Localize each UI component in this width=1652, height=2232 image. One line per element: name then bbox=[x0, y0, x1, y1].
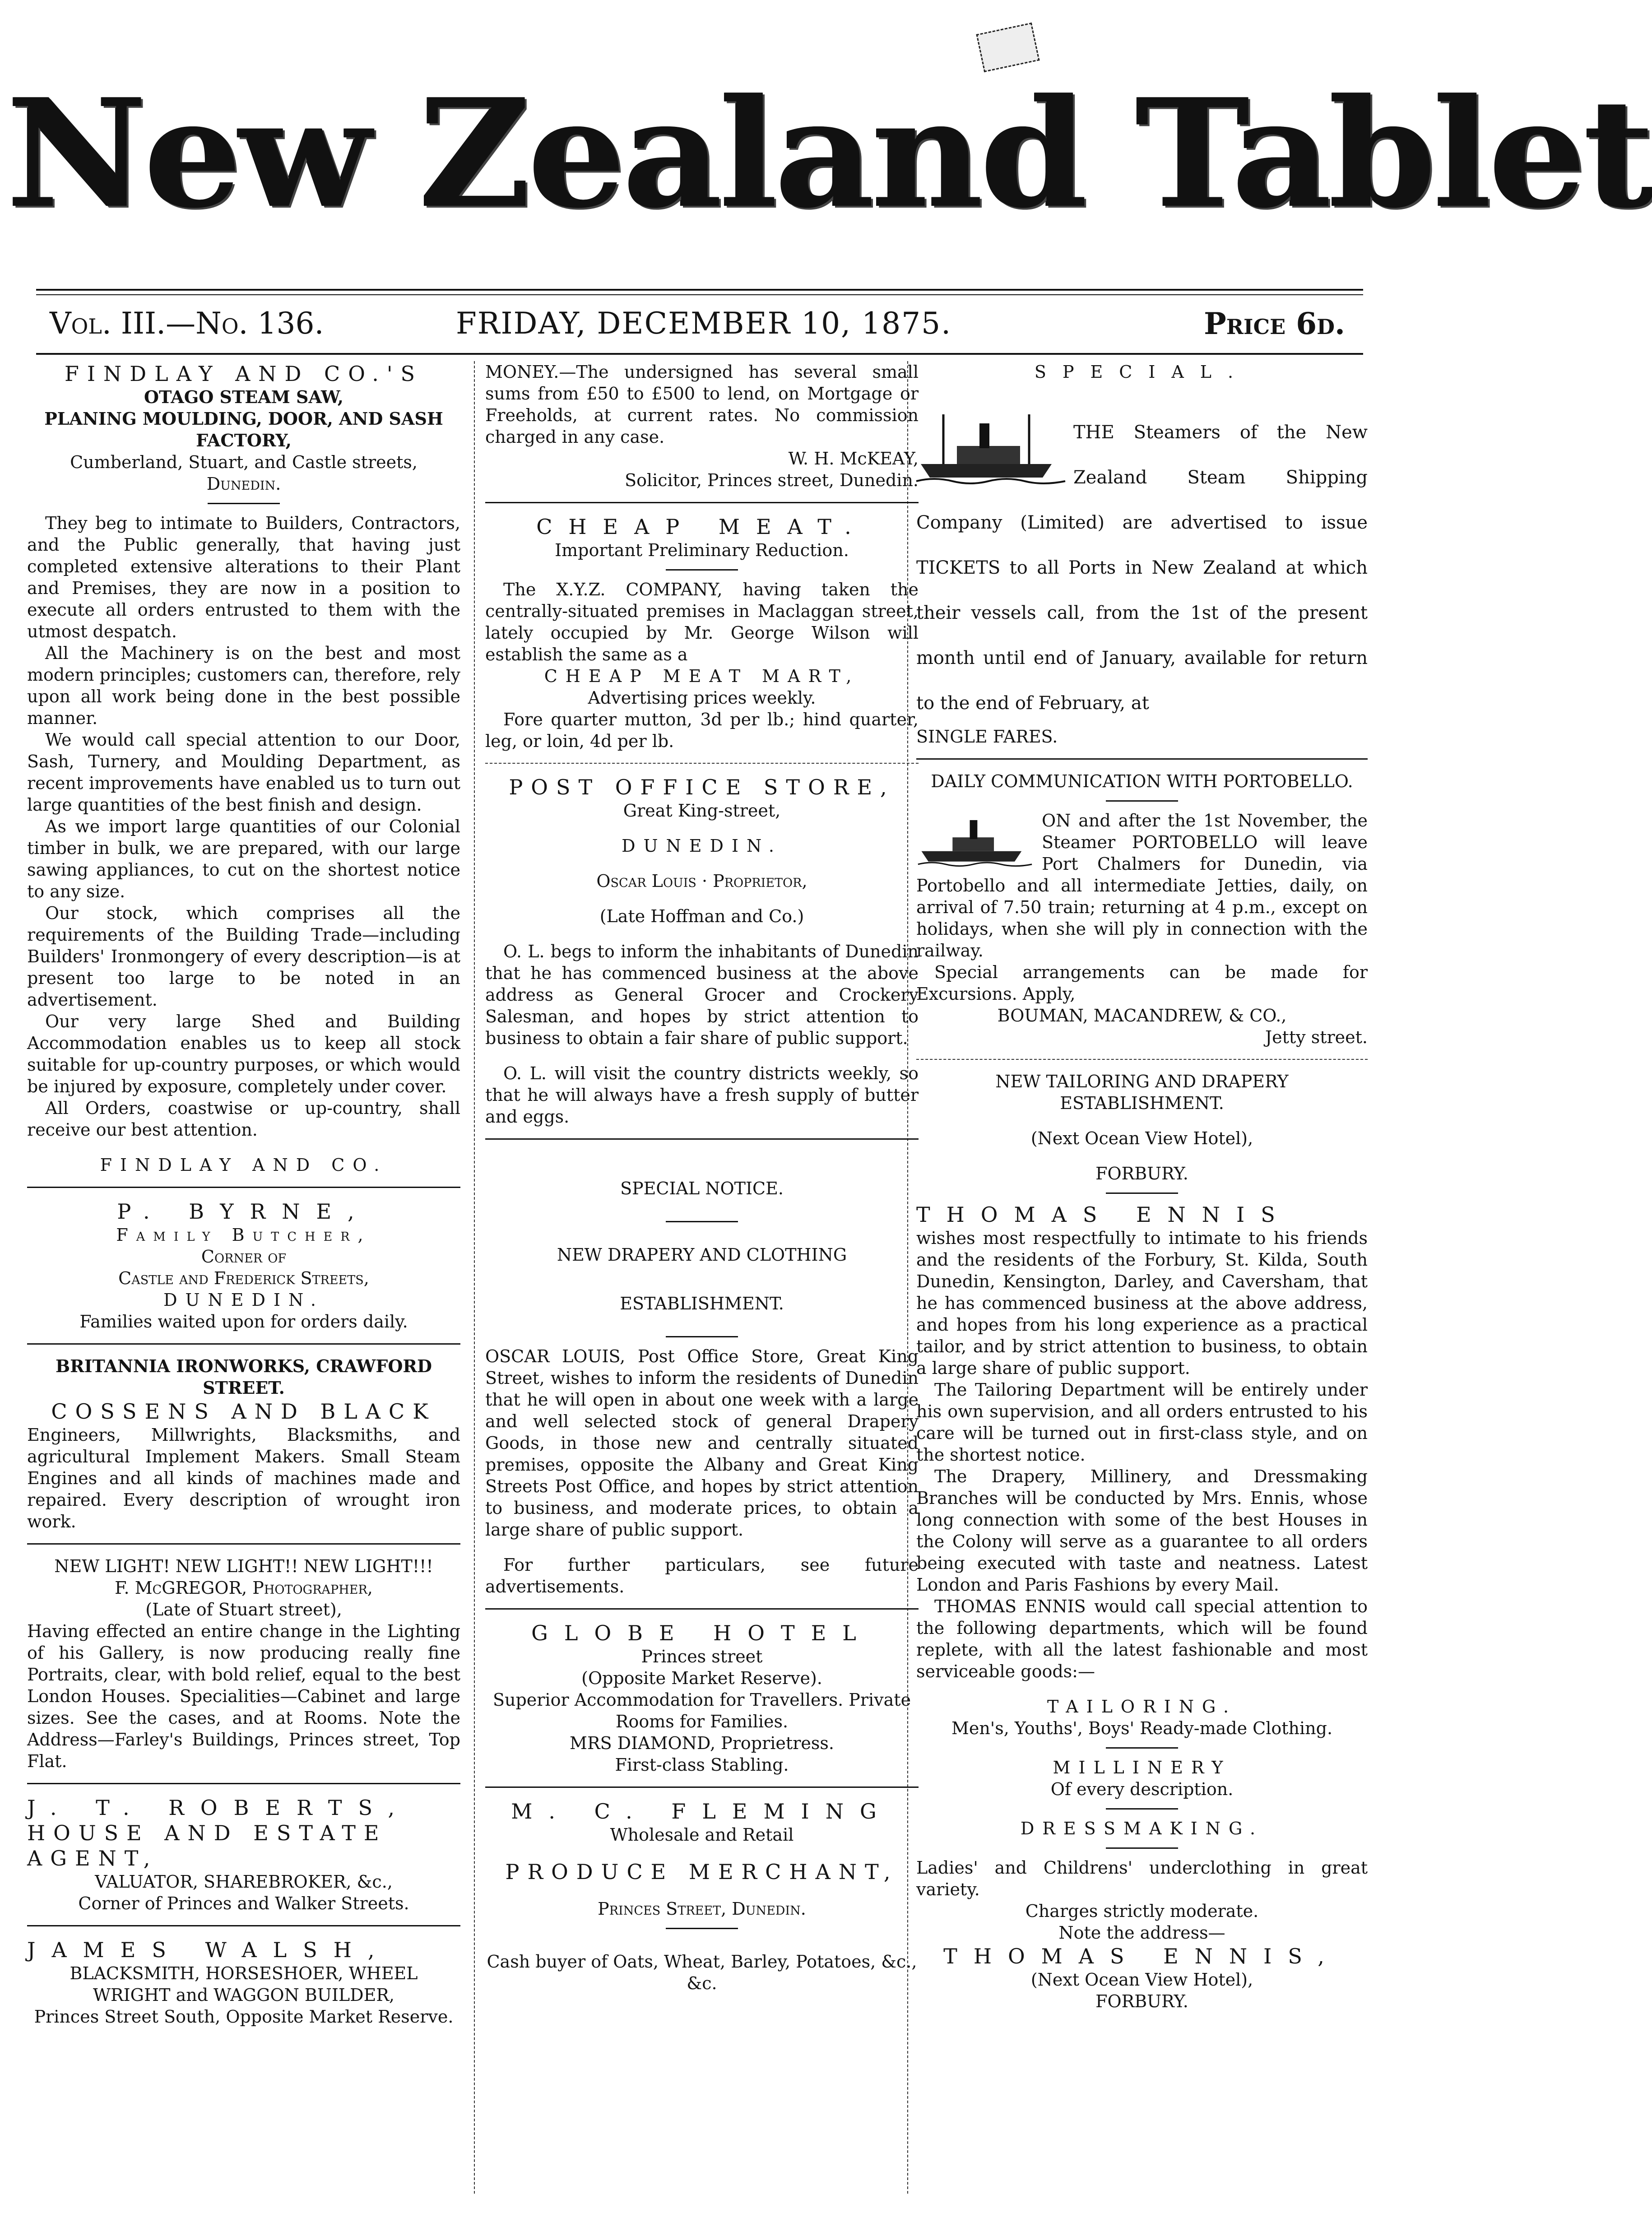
drapery-more: For further particulars, see future advertisements. bbox=[485, 1555, 919, 1596]
ennis-signature: THOMAS ENNIS, bbox=[943, 1944, 1341, 1968]
address-note: Note the address— bbox=[1058, 1923, 1225, 1943]
masthead bbox=[7, 27, 1652, 280]
fleming-trade: Wholesale and Retail bbox=[610, 1825, 794, 1845]
globe-heading: GLOBE HOTEL bbox=[531, 1621, 872, 1645]
ennis-forbury: FORBURY. bbox=[1095, 1164, 1188, 1183]
steam-single-fares: SINGLE FARES. bbox=[916, 727, 1058, 747]
globe-opposite: (Opposite Market Reserve). bbox=[581, 1668, 822, 1688]
rule bbox=[1106, 800, 1178, 802]
byrne-trade: Family Butcher, bbox=[116, 1225, 371, 1245]
column-2 bbox=[485, 361, 919, 2194]
light-body: Having effected an entire change in the Lighting of his Gallery, is now producing really fine Portraits, clear, with bold relief, equal to the best London Houses. Specialities—Cabinet and large sizes. See the cases, and at Rooms. Note the Address—Farley's Buildings, Princes street, Top Flat. bbox=[27, 1621, 460, 1771]
meat-mart: CHEAP MEAT MART, bbox=[544, 666, 860, 686]
britannia-name: COSSENS AND BLACK bbox=[51, 1399, 436, 1424]
issue-date: FRIDAY, DECEMBER 10, 1875. bbox=[456, 306, 952, 341]
special-notice: SPECIAL NOTICE. bbox=[620, 1179, 784, 1198]
findlay-paragraph: Our stock, which comprises all the requirements of the Building Trade—including Builders' Ironmongery of every description—is at present too large to be noted in an advertisement. bbox=[27, 903, 460, 1010]
findlay-city: Dunedin. bbox=[206, 474, 281, 494]
fleming-address: Princes Street, Dunedin. bbox=[598, 1899, 806, 1919]
findlay-paragraph: We would call special attention to our Door, Sash, Turnery, and Moulding Department, as recent improvements have enabled us to turn out large quantities of the best finish and design. bbox=[27, 730, 460, 815]
byrne-corner: Corner of bbox=[201, 1247, 287, 1267]
byrne-name: P. BYRNE, bbox=[117, 1199, 371, 1224]
walsh-name: JAMES WALSH, bbox=[27, 1938, 391, 1962]
meat-heading: CHEAP MEAT. bbox=[536, 515, 868, 539]
fleming-produce: PRODUCE MERCHANT, bbox=[505, 1860, 899, 1884]
column-1 bbox=[27, 361, 460, 2194]
charges-note: Charges strictly moderate. bbox=[1025, 1901, 1259, 1921]
britannia-heading: BRITANNIA IRONWORKS, CRAWFORD STREET. bbox=[56, 1356, 432, 1398]
special-heading: SPECIAL. bbox=[1034, 362, 1250, 382]
ennis-paragraph: wishes most respectfully to intimate to his friends and the residents of the Forbury, St. Kilda, South Dunedin, Kensington, Darley, and Caversham, that he has commenced business at the above address, and hopes from his long experience as a practical tailor, and by strict attention to business, to obtain a large share of public support. bbox=[916, 1228, 1368, 1378]
column-separator-1 bbox=[474, 361, 475, 2194]
rule bbox=[666, 1221, 738, 1222]
post-office-body2: O. L. will visit the country districts weekly, so that he will always have a fresh supply of butter and eggs. bbox=[485, 1063, 919, 1127]
rule bbox=[1106, 1193, 1178, 1194]
rule bbox=[485, 1138, 919, 1140]
findlay-name: FINDLAY AND CO.'S bbox=[64, 362, 423, 386]
header-rule-bottom bbox=[36, 353, 1363, 355]
post-office-body: O. L. begs to inform the inhabitants of Dunedin that he has commenced business at the above address as General Grocer and Crockery Salesman, and hopes by strict attention to business to obtain a fair share of public support. bbox=[485, 942, 919, 1048]
portobello-body: ON and after the 1st November, the Steamer PORTOBELLO will leave Port Chalmers for Dunedin, via Portobello and all intermediate Jetties, daily, on arrival of 7.50 train; returning at 4 p.m., except on holidays, when she will ply in connection with the railway. bbox=[916, 811, 1368, 961]
rule bbox=[666, 1928, 738, 1929]
ennis-paragraph: The Tailoring Department will be entirely under his own supervision, and all orders entrusted to his care will be turned out in first-class style, and on the shortest notice. bbox=[916, 1380, 1368, 1465]
meat-prices: Fore quarter mutton, 3d per lb.; hind quarter, leg, or loin, 4d per lb. bbox=[485, 710, 919, 751]
light-heading: NEW LIGHT! NEW LIGHT!! NEW LIGHT!!! bbox=[54, 1556, 433, 1576]
ennis-paragraph: THOMAS ENNIS would call special attention to the following departments, which will be found replete, with all the latest fashionable and most serviceable goods:— bbox=[916, 1596, 1368, 1681]
globe-stabling: First-class Stabling. bbox=[615, 1755, 789, 1775]
header-rule-top-thin bbox=[36, 294, 1363, 295]
rule bbox=[916, 758, 1368, 760]
walsh-trade2: WRIGHT and WAGGON BUILDER, bbox=[93, 1985, 395, 2005]
tailoring-sub: Men's, Youths', Boys' Ready-made Clothing. bbox=[951, 1718, 1333, 1738]
rule bbox=[485, 1787, 919, 1788]
globe-street: Princes street bbox=[641, 1647, 763, 1666]
post-office-late: (Late Hoffman and Co.) bbox=[599, 906, 804, 926]
portobello-heading: DAILY COMMUNICATION WITH PORTOBELLO. bbox=[931, 771, 1353, 791]
rule bbox=[485, 502, 919, 503]
millinery-sub: Of every description. bbox=[1050, 1779, 1234, 1799]
portobello-signature: BOUMAN, MACANDREW, & CO., bbox=[997, 1006, 1287, 1026]
findlay-mill: OTAGO STEAM SAW, bbox=[144, 387, 344, 407]
masthead-title: New Zealand Tablet bbox=[7, 66, 1652, 241]
ennis-heading: NEW TAILORING AND DRAPERY ESTABLISHMENT. bbox=[995, 1072, 1289, 1113]
steamer-icon bbox=[916, 810, 1034, 868]
meat-subheading: Important Preliminary Reduction. bbox=[555, 540, 849, 560]
dressmaking-heading: DRESSMAKING. bbox=[1020, 1819, 1264, 1838]
findlay-address: Cumberland, Stuart, and Castle streets, bbox=[70, 452, 418, 472]
ennis-signature2: (Next Ocean View Hotel), bbox=[1030, 1970, 1253, 1990]
money-signature2: Solicitor, Princes street, Dunedin. bbox=[625, 470, 919, 490]
volume-number: Vol. III.—No. 136. bbox=[50, 306, 324, 341]
post-office-street: Great King-street, bbox=[623, 801, 781, 821]
millinery-heading: MILLINERY bbox=[1053, 1758, 1231, 1777]
portobello-body2: Special arrangements can be made for Excursions. Apply, bbox=[916, 962, 1368, 1004]
rule bbox=[27, 1343, 460, 1345]
rule bbox=[27, 1783, 460, 1784]
byrne-city: DUNEDIN. bbox=[163, 1290, 324, 1310]
findlay-paragraph: All Orders, coastwise or up-country, shall receive our best attention. bbox=[27, 1098, 460, 1140]
rule bbox=[1106, 1747, 1178, 1749]
walsh-trade: BLACKSMITH, HORSESHOER, WHEEL bbox=[70, 1963, 418, 1983]
globe-body: Superior Accommodation for Travellers. Private Rooms for Families. bbox=[492, 1690, 911, 1731]
findlay-ad bbox=[27, 361, 460, 504]
findlay-paragraph: They beg to intimate to Builders, Contractors, and the Public generally, that having just completed extensive alterations to their Plant and Premises, they are now in a position to execute all orders entrusted to them with the utmost despatch. bbox=[27, 513, 460, 641]
tailoring-heading: TAILORING. bbox=[1047, 1697, 1237, 1717]
post-office-heading: POST OFFICE STORE, bbox=[509, 775, 895, 799]
issue-header bbox=[36, 302, 1363, 356]
rule bbox=[27, 1187, 460, 1188]
post-office-proprietor: Oscar Louis · Proprietor, bbox=[596, 871, 807, 891]
roberts-name: J. T. ROBERTS, bbox=[27, 1796, 411, 1820]
fleming-name: M. C. FLEMING bbox=[511, 1799, 893, 1824]
rule bbox=[27, 1543, 460, 1545]
rule bbox=[485, 763, 919, 764]
issue-price: Price 6d. bbox=[1204, 306, 1345, 341]
findlay-mill2: PLANING MOULDING, DOOR, AND SASH FACTORY, bbox=[44, 408, 443, 450]
meat-body: The X.Y.Z. COMPANY, having taken the centrally-situated premises in Maclaggan street, lately occupied by Mr. George Wilson will establish the same as a bbox=[485, 580, 919, 664]
findlay-paragraph: Our very large Shed and Building Accommodation enables us to keep all stock suitable for up-country purposes, or which would be injured by exposure, completely under cover. bbox=[27, 1012, 460, 1096]
rule bbox=[208, 503, 280, 504]
header-rule-top bbox=[36, 289, 1363, 291]
ennis-signature3: FORBURY. bbox=[1095, 1991, 1188, 2011]
light-name: F. McGREGOR, Photographer, bbox=[115, 1578, 373, 1598]
byrne-streets: Castle and Frederick Streets, bbox=[118, 1268, 369, 1288]
rule bbox=[485, 1608, 919, 1610]
steam-body: THE Steamers of the New Zealand Steam Shipping Company (Limited) are advertised to issue TICKETS to all Ports in New Zealand at which their vessels call, from the 1st of the present month until end of January, available for return to the end of February, at bbox=[916, 422, 1368, 714]
drapery-heading: NEW DRAPERY AND CLOTHING bbox=[557, 1245, 847, 1265]
findlay-paragraph: As we import large quantities of our Colonial timber in bulk, we are prepared, with our large sawing appliances, to cut on the shortest notice to any size. bbox=[27, 817, 460, 901]
ennis-paragraph: The Drapery, Millinery, and Dressmaking Branches will be conducted by Mrs. Ennis, whose long connection with some of the best Houses in the Colony will serve as a guarantee to all orders being executed with taste and neatness. Latest London and Paris Fashions by every Mail. bbox=[916, 1466, 1368, 1595]
rule bbox=[1106, 1808, 1178, 1810]
rule bbox=[1106, 1847, 1178, 1849]
byrne-ad bbox=[27, 1199, 460, 1332]
column-3 bbox=[916, 361, 1368, 2194]
roberts-address: Corner of Princes and Walker Streets. bbox=[78, 1893, 409, 1913]
britannia-body: Engineers, Millwrights, Blacksmiths, and agricultural Implement Makers. Small Steam Engines and all kinds of machines made and repaired. Every description of wrought iron work. bbox=[27, 1425, 460, 1531]
light-late: (Late of Stuart street), bbox=[145, 1600, 342, 1619]
rule bbox=[666, 569, 738, 571]
byrne-note: Families waited upon for orders daily. bbox=[79, 1312, 408, 1332]
findlay-paragraph: All the Machinery is on the best and most modern principles; customers can, therefore, rely upon all work being done in the best possible manner. bbox=[27, 643, 460, 728]
meat-advertising: Advertising prices weekly. bbox=[588, 688, 816, 708]
globe-proprietress: MRS DIAMOND, Proprietress. bbox=[570, 1733, 834, 1753]
fleming-body: Cash buyer of Oats, Wheat, Barley, Potatoes, &c., &c. bbox=[487, 1952, 917, 1993]
rule bbox=[666, 1336, 738, 1337]
post-office-city: DUNEDIN. bbox=[622, 836, 782, 856]
money-signature: W. H. McKEAY, bbox=[788, 449, 919, 469]
walsh-address: Princes Street South, Opposite Market Reserve. bbox=[34, 2007, 454, 2027]
roberts-trade2: VALUATOR, SHAREBROKER, &c., bbox=[95, 1872, 393, 1892]
rule bbox=[916, 1059, 1368, 1060]
drapery-body: OSCAR LOUIS, Post Office Store, Great King Street, wishes to inform the residents of Dunedin that he will open in about one week with a large and well selected stock of general Drapery Goods, in those new and centrally situated premises, opposite the Albany and Great King Streets Post Office, and hopes by strict attention to business, and moderate prices, to obtain a large share of public support. bbox=[485, 1346, 919, 1540]
ennis-next: (Next Ocean View Hotel), bbox=[1030, 1128, 1253, 1148]
rule bbox=[27, 1925, 460, 1926]
portobello-signature2: Jetty street. bbox=[1265, 1027, 1368, 1047]
roberts-trade: HOUSE AND ESTATE AGENT, bbox=[27, 1821, 387, 1870]
ennis-name: THOMAS ENNIS bbox=[916, 1202, 1291, 1227]
money-body: MONEY.—The undersigned has several small sums from £50 to £500 to lend, on Mortgage or Freeholds, at current rates. No commission charged in any case. bbox=[485, 362, 919, 447]
dressmaking-sub: Ladies' and Childrens' underclothing in great variety. bbox=[916, 1858, 1368, 1899]
findlay-signature: FINDLAY AND CO. bbox=[100, 1155, 388, 1175]
steamship-icon bbox=[916, 410, 1065, 487]
drapery-establishment: ESTABLISHMENT. bbox=[620, 1294, 784, 1313]
